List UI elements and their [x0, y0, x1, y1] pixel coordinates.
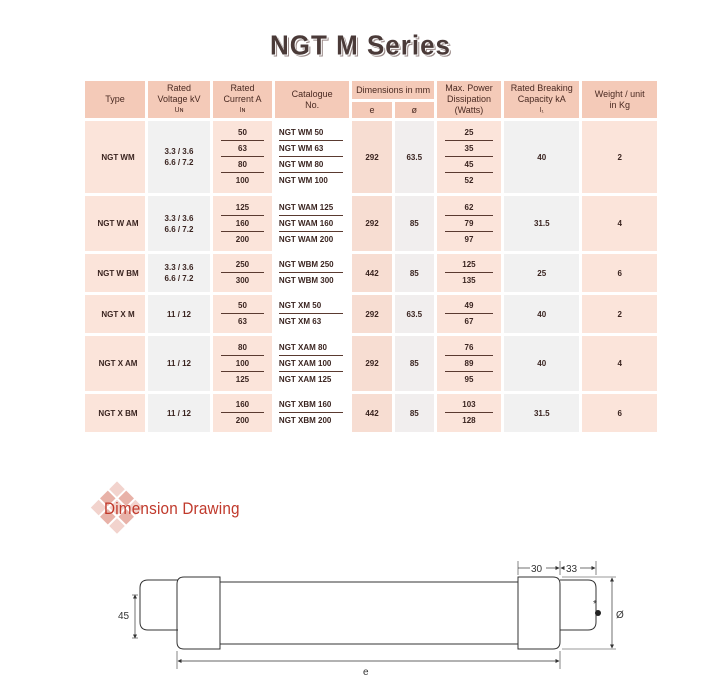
cell-type: NGT W AM: [85, 196, 145, 251]
cell-power: 62 79 97: [437, 196, 501, 251]
table-row: [85, 254, 657, 292]
cell-dim-e: 442: [352, 254, 391, 292]
cell-dim-d: 85: [395, 394, 434, 432]
table-row: [85, 121, 657, 193]
cell-current: 125 160 200: [213, 196, 272, 251]
header-breaking: Rated Breaking Capacity kA I₁: [504, 81, 579, 118]
cell-dim-d: 85: [395, 254, 434, 292]
fuse-left-cap: [177, 577, 220, 649]
table-row: [85, 394, 657, 432]
dim-45-label: 45: [118, 611, 130, 622]
striker-mark: *: [593, 599, 597, 610]
header-current: Rated Current A Iɴ: [213, 81, 272, 118]
cell-catalogue: NGT WAM 125 NGT WAM 160 NGT WAM 200: [275, 196, 349, 251]
cell-type: NGT WM: [85, 121, 145, 193]
cell-voltage: 11 / 12: [148, 295, 210, 333]
cell-power: 76 89 95: [437, 336, 501, 391]
dimension-drawing-title: Dimension Drawing: [104, 499, 240, 518]
cell-power: 103 128: [437, 394, 501, 432]
cell-catalogue: NGT WM 50 NGT WM 63 NGT WM 80 NGT WM 100: [275, 121, 349, 193]
cell-type: NGT X BM: [85, 394, 145, 432]
cell-weight: 4: [582, 336, 657, 391]
cell-weight: 2: [582, 121, 657, 193]
cell-voltage: 3.3 / 3.6 6.6 / 7.2: [148, 121, 210, 193]
cell-type: NGT X M: [85, 295, 145, 333]
cell-weight: 4: [582, 196, 657, 251]
cell-breaking: 40: [504, 336, 579, 391]
spec-table: [82, 78, 660, 435]
cell-voltage: 11 / 12: [148, 394, 210, 432]
cell-current: 50 63: [213, 295, 272, 333]
cell-catalogue: NGT XBM 160 NGT XBM 200: [275, 394, 349, 432]
fuse-left-terminal: [140, 580, 178, 630]
dim-e-label: e: [363, 667, 369, 678]
header-voltage: Rated Voltage kV Uɴ: [148, 81, 210, 118]
cell-catalogue: NGT WBM 250 NGT WBM 300: [275, 254, 349, 292]
header-dimensions: Dimensions in mm: [352, 81, 434, 99]
table-header-row: [85, 81, 657, 99]
cell-dim-d: 85: [395, 336, 434, 391]
cell-catalogue: NGT XM 50 NGT XM 63: [275, 295, 349, 333]
cell-dim-d: 63.5: [395, 121, 434, 193]
cell-dim-d: 63.5: [395, 295, 434, 333]
dim-30-label: 30: [531, 564, 543, 575]
cell-dim-e: 292: [352, 121, 391, 193]
cell-power: 25 35 45 52: [437, 121, 501, 193]
header-catalogue: Catalogue No.: [275, 81, 349, 118]
cell-current: 250 300: [213, 254, 272, 292]
cell-breaking: 25: [504, 254, 579, 292]
cell-voltage: 3.3 / 3.6 6.6 / 7.2: [148, 254, 210, 292]
cell-dim-e: 292: [352, 196, 391, 251]
cell-type: NGT W BM: [85, 254, 145, 292]
cell-type: NGT X AM: [85, 336, 145, 391]
table-row: [85, 295, 657, 333]
table-row: [85, 336, 657, 391]
header-dim-d: ø: [395, 102, 434, 118]
cell-power: 49 67: [437, 295, 501, 333]
header-type: Type: [85, 81, 145, 118]
cell-voltage: 11 / 12: [148, 336, 210, 391]
fuse-right-terminal: [560, 580, 596, 630]
fuse-right-cap: [518, 577, 560, 649]
header-dim-e: e: [352, 102, 391, 118]
cell-weight: 6: [582, 394, 657, 432]
dim-33-label: 33: [566, 564, 578, 575]
cell-breaking: 40: [504, 295, 579, 333]
cell-voltage: 3.3 / 3.6 6.6 / 7.2: [148, 196, 210, 251]
cell-dim-e: 442: [352, 394, 391, 432]
fuse-dimension-drawing: [100, 555, 640, 680]
cell-dim-e: 292: [352, 295, 391, 333]
cell-power: 125 135: [437, 254, 501, 292]
striker-pin-icon: [595, 610, 601, 616]
cell-weight: 6: [582, 254, 657, 292]
cell-weight: 2: [582, 295, 657, 333]
header-power: Max. Power Dissipation (Watts): [437, 81, 501, 118]
dim-d-label: Ø: [616, 610, 624, 621]
table-row: [85, 196, 657, 251]
cell-catalogue: NGT XAM 80 NGT XAM 100 NGT XAM 125: [275, 336, 349, 391]
cell-breaking: 31.5: [504, 394, 579, 432]
cell-current: 160 200: [213, 394, 272, 432]
cell-current: 50 63 80 100: [213, 121, 272, 193]
cell-dim-d: 85: [395, 196, 434, 251]
cell-breaking: 40: [504, 121, 579, 193]
table-body: [85, 121, 657, 432]
cell-dim-e: 292: [352, 336, 391, 391]
page-title: NGT M Series: [269, 29, 452, 61]
header-weight: Weight / unit in Kg: [582, 81, 657, 118]
cell-current: 80 100 125: [213, 336, 272, 391]
cell-breaking: 31.5: [504, 196, 579, 251]
